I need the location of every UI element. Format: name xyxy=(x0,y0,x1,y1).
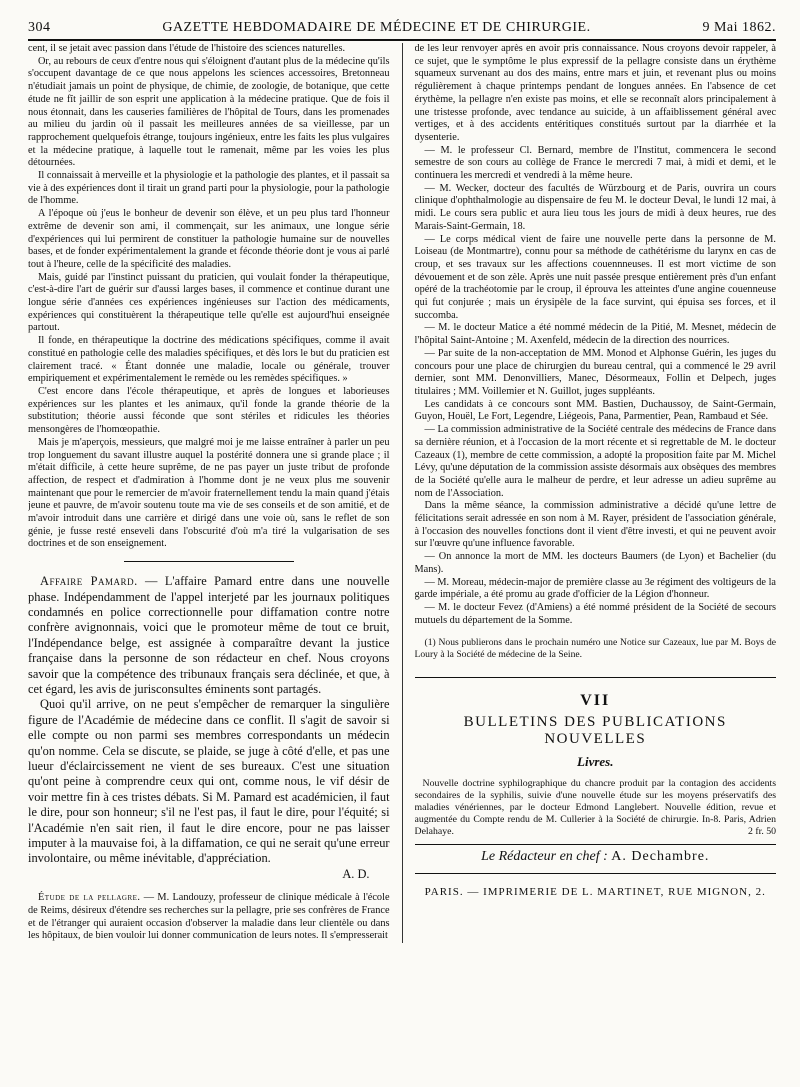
news-item: — M. Wecker, docteur des facultés de Würzbourg et de Paris, ouvrira un cours clinique d'ophthalmologie au dispensaire de feu M. le docteur Deval, le lundi 12 mai, à midi. Le cours sera public et aura lieu tous les jours de midi à deux heures, rue des Marais-Saint-Germain, 18. xyxy=(414,182,777,232)
pamard-lead: Affaire Pamard. xyxy=(40,574,138,589)
section-number: VII xyxy=(580,692,611,710)
pellagre-continued: de les leur renvoyer après en avoir pris connaissance. Nous croyons devoir rappeler, à ce sujet, que le symptôme le plus expressif de la pellagre consiste dans un érythème squameux survenant au dos des mains, entre mars et juin, et revenant plus ou moins régulièrement à chaque printemps pendant de longues années. En l'absence de cet érythème, la pellagre n'en existe pas moins, et elle se reconnaît alors principalement à une tristesse profonde, avec tendance au suicide, à un affaiblissement général avec vertiges, et à des accidents entéritiques constitués surtout par la diarrhée et la dysenterie. xyxy=(414,43,777,143)
article-paragraph: A l'époque où j'eus le bonheur de devenir son élève, et un peu plus tard l'honneur extrême de devenir son ami, il commençait, sur les animaux, une longue série d'expériences qui lui permirent de constituer la pathologie humaine sur de nouvelles bases, et de fonder expérimentalement la grande et féconde théorie dont je vous ai parlé tout à l'heure, celle de la spécificité des maladies. xyxy=(28,208,390,270)
section-rule xyxy=(415,677,777,678)
footnote-text: (1) Nous publierons dans le prochain numéro une Notice sur Cazeaux, lue par M. Boys de Loury à la Société de médecine de la Seine. xyxy=(414,637,777,661)
running-head xyxy=(28,20,776,36)
article-paragraph: cent, il se jetait avec passion dans l'étude de l'histoire des sciences naturelles. xyxy=(28,43,346,54)
pamard-paragraph-2: Quoi qu'il arrive, on ne peut s'empêcher de remarquer la singulière figure de l'Académie de médecine dans ce conflit. Il s'agit de savoir si elle compte ou non parmi ses membres correspondants un médecin qu'on nomme. Cela se discute, se plaide, se juge à côté d'elle, et pas une lueur d'éclaircissement ne vient de ses bureaux. C'est une situation qu'ont peine à comprendre ceux qui ont, comme nous, le vif désir de voir mettre fin à ces tristes débats. Si M. Pamard est académicien, il faut le dire, pour son honneur; s'il ne l'est pas, il faut le dire, pour l'équité; si l'Académie n'en sait rien, il faut le dire encore, pour ne pas laisser imputer à la mauvaise foi, à la diffamation, ce qui ne serait qu'une erreur involontaire, ou même inévitable, d'appréciation. xyxy=(28,697,390,866)
news-item-candidates: Les candidats à ce concours sont MM. Bastien, Duchaussoy, de Saint-Germain, Guyon, Houël, Le Fort, Legendre, Liégeois, Pana, Parmentier, Pean, Rambaud et Sée. xyxy=(414,398,777,423)
news-item: — M. Moreau, médecin-major de première classe au 3e régiment des voltigeurs de la garde impériale, a été promu au grade d'officier de la Légion d'honneur. xyxy=(414,576,777,601)
journal-title: GAZETTE HEBDOMADAIRE DE MÉDECINE ET DE CHIRURGIE. xyxy=(162,20,591,35)
imprint-rule xyxy=(415,873,777,874)
article-paragraph: Mais je m'aperçois, messieurs, que malgré moi je me laisse entraîner à parler un peu trop longuement du savant illustre auquel la postérité donnera une si grande place ; il m'était difficile, à cette heure suprême, de ne pas payer un juste tribut de profonde affection, de respect et d'admiration à l'homme dont je ne veux plus me souvenir maintenant que pour le remercier de m'avoir fraternellement tendu la main quand j'étais jeune et pauvre, de m'avoir soutenu toute ma vie de ses conseils et de son amitié, et de m'avoir introduit dans une carrière et dirigé dans une voie où, sans le reflet de son génie, je fusse resté enseveli dans l'obscurité d'où m'a tiré la vulgarisation de ses doctrines et de son enseignement. xyxy=(28,436,390,550)
news-item: — Par suite de la non-acceptation de MM. Monod et Alphonse Guérin, les juges du concours pour une place de chirurgien du bureau central, qui a commencé le 29 avril dernier, sont MM. Denonvilliers, Manec, Désormeaux, Follin et Delpech, juges titulaires ; MM. Voillemier et N. Guillot, juges suppléants. xyxy=(414,347,777,397)
article-paragraph: Il fonde, en thérapeutique la doctrine des médications spécifiques, comme il avait constitué en pathologie celle des maladies spécifiques, et dès lors le but du praticien est clairement tracé. « Étant donnée une maladie, locale ou générale, trouver empiriquement et expérimentalement le remède ou les remèdes spécifiques. » xyxy=(28,335,390,385)
header-rule xyxy=(28,39,776,41)
right-column xyxy=(415,43,777,943)
news-item: — La commission administrative de la Société centrale des médecins de France dans sa dernière réunion, et à l'occasion de la mort récente et si regrettable de M. le docteur Cazeaux (1), membre de cette commission, a adopté la proposition faite par M. Michel Lévy, qu'une députation de la commission assiste désormais aux obsèques des membres de la Société qu'elle aura le malheur de perdre, et leur adresse un adieu suprême au nom de l'Association. xyxy=(414,424,777,499)
issue-date: 9 Mai 1862. xyxy=(702,20,776,35)
footnote xyxy=(415,637,777,661)
article-paragraph: Or, au rebours de ceux d'entre nous qui s'éloignent d'autant plus de la médecine qu'ils s'occupent davantage de ce que nous appelons les sciences accessoires, Bretonneau n'étudiait jamais un point de physique, de chimie, de zoologie, de botanique, que cette étude ne fît jaillir de son esprit une application à la médecine pratique. Que de fois il nous étonnait, dans les causeries familières de l'hôpital de Tours, dans les promenades au milieu du jardin où il passait les meilleures années de sa vieillesse, par un rapprochement quelquefois étrange, toujours ingénieux, entre les faits les plus vulgaires et la médecine pratique, à laquelle tout le ramenait, même par les voies les plus détournées. xyxy=(28,55,390,169)
pellagre-article xyxy=(28,892,390,943)
article-paragraph: Mais, guidé par l'instinct puissant du praticien, qui voulait fonder la thérapeutique, c'est-à-dire l'art de guérir sur d'aussi larges bases, il commence et continue durant une longue série d'années ces expériences ingénieuses sur l'action des médicaments, expériences qui constituèrent la thérapeutique telle qu'elle est aujourd'hui enseignée partout. xyxy=(28,271,390,334)
news-items xyxy=(415,43,777,627)
book-entry-text: Nouvelle doctrine syphilographique du chancre produit par la contagion des accidents secondaires de la syphilis, suivie d'une nouvelle étude sur les moyens préservatifs des maladies vénériennes, par le docteur Edmond Langlebert. Nouvelle édition, revue et augmentée du Compte rendu de M. Cullerier à la Société de chirurgie. In-8. Paris, Adrien Delahaye. 2 fr. 50 xyxy=(414,778,777,838)
news-item: — Le corps médical vient de faire une nouvelle perte dans la personne de M. Loiseau (de Montmartre), connu pour sa méthode de cathétérisme du larynx en cas de croup, et ses travaux sur les affections couennneuses. Il est mort victime de son dévouement et de son zèle. Après une nuit passée presque entièrement près d'un enfant opéré de la trachéotomie par le croup, il éprouva les atteintes d'une angine couenneuse qui fut conjurée ; mais un érysipèle de la face survint, qui épuisa ses forces, et il succomba. xyxy=(414,233,777,321)
news-item: — On annonce la mort de MM. les docteurs Baumers (de Lyon) et Bachelier (du Mans). xyxy=(414,551,777,575)
news-item: — M. le docteur Matice a été nommé médecin de la Pitié, M. Mesnet, médecin de l'hôpital Saint-Antoine ; M. Axenfeld, médecin de la direction des nourrices. xyxy=(414,322,777,347)
book-price: 2 fr. 50 xyxy=(747,826,777,838)
article-paragraph: Il connaissait à merveille et la physiologie et la pathologie des plantes, et il passait sa vie à des expériences dont il tirait un grand parti pour la physiologie, pour la pathologie de l'homme. xyxy=(28,170,390,207)
pamard-signature: A. D. xyxy=(342,866,370,881)
pellagre-paragraph: Étude de la pellagre. — M. Landouzy, professeur de clinique médicale à l'école de Reims, désireux d'étendre ses recherches sur la pellagre, prie ses confrères de France et de l'étranger qui auraient occasion d'observer la maladie dans leur clientèle ou dans les hôpitaux, de bien vouloir lui donner communication de leurs notes. Il s'empresserait xyxy=(28,892,390,942)
article-paragraph: C'est encore dans l'école thérapeutique, et après de longues et laborieuses expériences sur les plantes et les animaux, qu'il fonde la grande théorie de la substitution; théorie aussi féconde que sont stériles et ridicules les théories mensongères de l'homœopathie. xyxy=(28,385,390,436)
printer-imprint: PARIS. — IMPRIMERIE DE L. MARTINET, RUE MIGNON, 2. xyxy=(424,886,766,899)
left-column xyxy=(28,43,390,943)
editor-line xyxy=(415,849,777,865)
column-divider xyxy=(402,43,403,943)
pamard-paragraph-1: Affaire Pamard. — L'affaire Pamard entre dans une nouvelle phase. Indépendamment de l'appel interjeté par les journaux politiques condamnés en police correctionnelle pour diffamation contre notre confrère avignonnais, voici que le promoteur même de tout ce bruit, l'Indépendance belge, est assignée à comparaître devant la justice française dans la personne de son rédacteur en chef. Nous croyons savoir que la compétence des tribunaux français sera déclinée, et que, à cet égard, les avis de jurisconsultes éminents sont partagés. xyxy=(28,574,390,696)
editor-name: A. Dechambre. xyxy=(611,849,710,865)
section-divider xyxy=(124,561,294,562)
editor-rule xyxy=(415,844,777,845)
pamard-article xyxy=(28,574,390,882)
news-item: — M. le professeur Cl. Bernard, membre de l'Institut, commencera le second semestre de son cours au collège de France le mercredi 7 mai, à midi et demi, et le continuera les mercredi et vendredi à la même heure. xyxy=(414,144,777,182)
pellagre-lead: Étude de la pellagre. xyxy=(38,892,141,904)
section-subtitle: Livres. xyxy=(577,754,614,770)
news-item: Dans la même séance, la commission administrative a décidé qu'une lettre de félicitations serait adressée en son nom à M. Rayer, président de l'association générale, à l'occasion des nouvelles fonctions dont il vient d'être investi, et qui ne peuvent avoir sur l'œuvre qu'une influence favorable. xyxy=(414,500,777,550)
book-entry xyxy=(415,778,777,838)
news-item: — M. le docteur Fevez (d'Amiens) a été nommé président de la Société de secours mutuels du département de la Somme. xyxy=(414,601,777,626)
page-number: 304 xyxy=(28,20,51,35)
editor-label: Le Rédacteur en chef : xyxy=(481,849,608,865)
section-title: BULLETINS DES PUBLICATIONS NOUVELLES xyxy=(463,714,727,748)
bretonneau-article xyxy=(28,43,390,551)
